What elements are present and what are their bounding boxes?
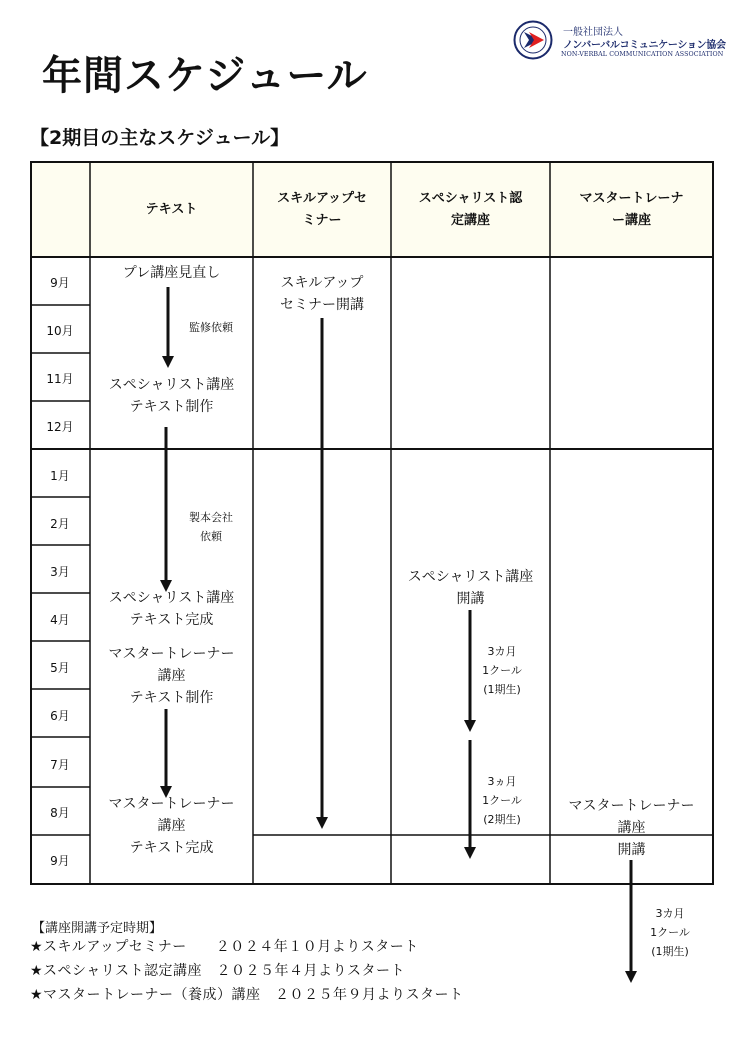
header-skillup [253, 162, 391, 257]
note-specialist-term2 [470, 772, 534, 829]
month-label: 9月 [50, 854, 70, 868]
line: マスタートレーナー [108, 796, 235, 812]
line: 1クール [650, 926, 690, 939]
month-label: 1月 [50, 469, 70, 483]
month-label: 3月 [50, 565, 70, 579]
line: 講座 [157, 668, 186, 684]
line: 依頼 [200, 530, 222, 543]
line: (1期生) [651, 945, 689, 958]
header-master [550, 162, 713, 257]
line: テキスト完成 [129, 840, 214, 856]
line: スペシャリスト講座 [108, 590, 235, 606]
notes-item: ★スキルアップセミナー ２０２４年１０月よりスタート [30, 939, 419, 955]
line: スキルアップ [280, 275, 364, 291]
header-specialist [391, 162, 550, 257]
line: 開講 [617, 842, 646, 858]
month-label: 5月 [50, 661, 70, 675]
notes-heading: 【講座開講予定時期】 [32, 921, 163, 936]
month-label: 11月 [46, 372, 74, 386]
line: 3カ月 [487, 645, 517, 658]
notes-item: ★マスタートレーナー（養成）講座 ２０２５年９月よりスタート [30, 987, 464, 1003]
note-supervision: 監修依頼 [189, 321, 233, 334]
month-label: 4月 [50, 613, 70, 627]
event-specialist-text-production [90, 374, 253, 418]
line: 製本会社 [189, 511, 233, 524]
line: スペシャリスト講座 [108, 377, 235, 393]
note-master-term1 [638, 904, 702, 961]
month-label: 6月 [50, 709, 70, 723]
logo-org-name-en: NON-VERBAL COMMUNICATION ASSOCIATION [561, 51, 724, 58]
line: セミナー開講 [280, 297, 364, 313]
line: 3ヵ月 [487, 775, 517, 788]
event-master-text-production [90, 643, 253, 709]
line: マスタートレーナー [108, 646, 235, 662]
line: 講座 [157, 818, 186, 834]
month-label: 9月 [50, 276, 70, 290]
header-master-l1: マスタートレーナ [579, 190, 684, 206]
header-specialist-l2: 定講座 [450, 212, 490, 228]
month-label: 12月 [46, 420, 74, 434]
line: 開講 [456, 591, 485, 607]
event-pre-review: プレ講座見直し [122, 265, 221, 281]
line: 1クール [482, 664, 522, 677]
line: 3カ月 [655, 907, 685, 920]
page-subtitle: 【2期目の主なスケジュール】 [30, 127, 290, 149]
line: テキスト完成 [129, 612, 214, 628]
note-printer [176, 508, 246, 546]
notes-item: ★スペシャリスト認定講座 ２０２５年４月よりスタート [30, 963, 405, 979]
event-master-text-done [90, 793, 253, 859]
line: (1期生) [483, 683, 521, 696]
logo-org-type: 一般社団法人 [563, 27, 623, 38]
header-skillup-l1: スキルアップセ [277, 190, 367, 206]
month-label: 7月 [50, 758, 70, 772]
line: マスタートレーナー [568, 798, 695, 814]
line: 講座 [617, 820, 646, 836]
header-skillup-l2: ミナー [302, 212, 342, 228]
line: 1クール [482, 794, 522, 807]
event-specialist-text-done [90, 587, 253, 631]
page-title: 年間スケジュール [42, 53, 368, 99]
logo-org-name: ノンバーバルコミュニケーション協会 [563, 40, 726, 51]
line: (2期生) [483, 813, 521, 826]
event-skillup-start [253, 272, 391, 316]
line: スペシャリスト講座 [407, 569, 534, 585]
note-specialist-term1 [470, 642, 534, 699]
line: テキスト制作 [129, 690, 214, 706]
month-label: 2月 [50, 517, 70, 531]
month-label: 10月 [46, 324, 74, 338]
event-specialist-start [391, 566, 550, 610]
line: テキスト制作 [129, 399, 214, 415]
header-master-l2: ー講座 [611, 212, 651, 228]
month-label: 8月 [50, 806, 70, 820]
header-text: テキスト [145, 201, 198, 217]
event-master-start [550, 795, 713, 861]
header-specialist-l1: スペシャリスト認 [418, 190, 523, 206]
